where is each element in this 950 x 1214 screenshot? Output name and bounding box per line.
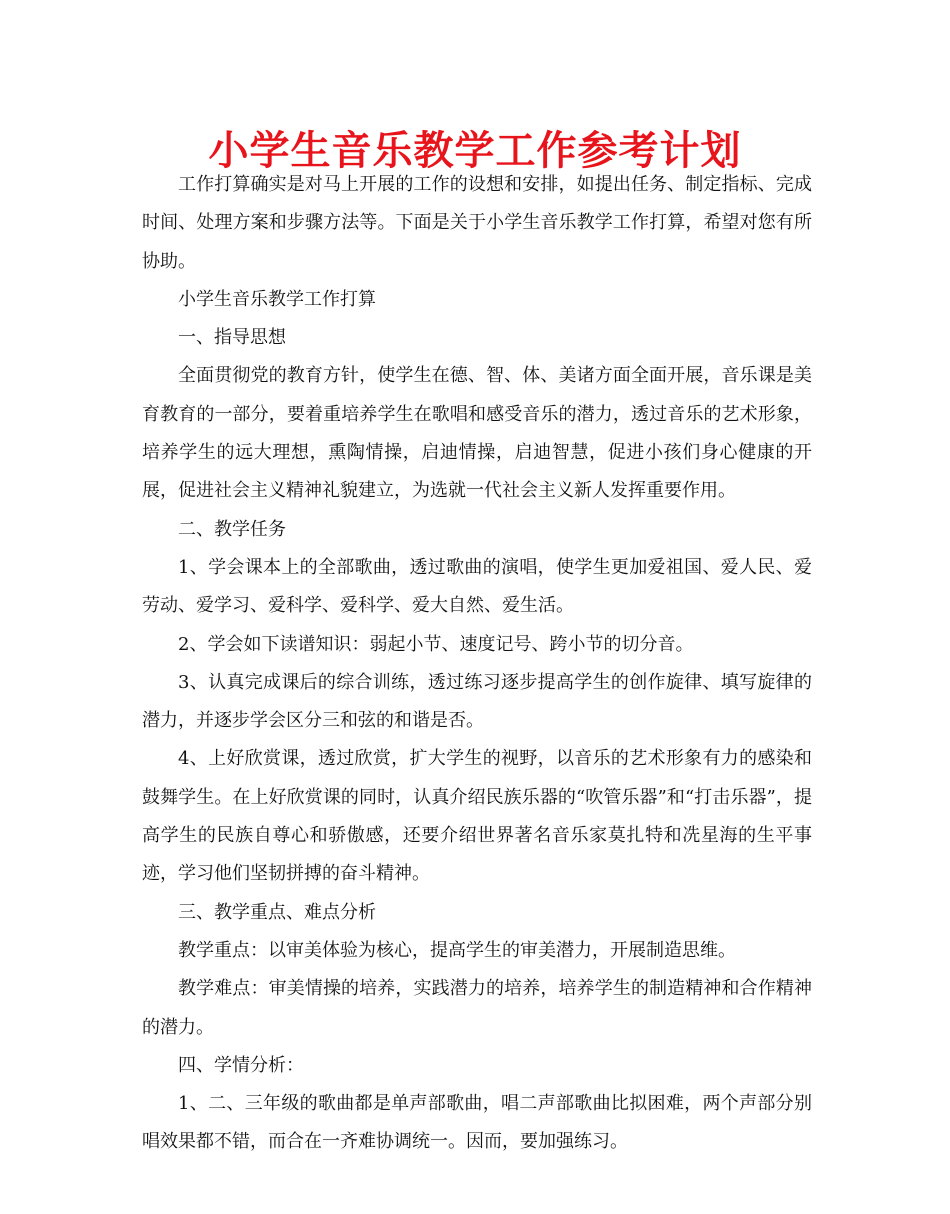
key-point-paragraph: 教学重点：以审美体验为核心，提高学生的审美潜力，开展制造思维。 <box>178 939 736 961</box>
task-item-1: 1、学会课本上的全部歌曲，透过歌曲的演唱，使学生更加爱祖国、爱人民、爱劳动、爱学习、爱科学、爱科学、爱大自然、爱生活。 <box>142 556 812 617</box>
section-heading-teaching-tasks: 二、教学任务 <box>178 518 286 540</box>
guiding-ideas-paragraph: 全面贯彻党的教育方针，使学生在德、智、体、美诸方面全面开展，音乐课是美育教育的一部分，要着重培养学生在歌唱和感受音乐的潜力，透过音乐的艺术形象，培养学生的远大理想，熏陶情操，启迪情操，启迪智慧，促进小孩们身心健康的开展，促进社会主义精神礼貌建立，为选就一代社会主义新人发挥重要作用。 <box>142 365 812 502</box>
section-heading-student-analysis: 四、学情分析： <box>178 1054 304 1076</box>
page-title: 小学生音乐教学工作参考计划 <box>208 127 742 174</box>
task-item-3: 3、认真完成课后的综合训练，透过练习逐步提高学生的创作旋律、填写旋律的潜力，并逐步学会区分三和弦的和谐是否。 <box>142 671 812 732</box>
student-analysis-item-1: 1、二、三年级的歌曲都是单声部歌曲，唱二声部歌曲比拟困难，两个声部分别唱效果都不错，而合在一齐难协调统一。因而，要加强练习。 <box>142 1093 812 1153</box>
document-body <box>142 166 812 1162</box>
difficult-point-paragraph: 教学难点：审美情操的培养，实践潜力的培养，培养学生的制造精神和合作精神的潜力。 <box>142 978 812 1038</box>
task-item-2: 2、学会如下读谱知识：弱起小节、速度记号、跨小节的切分音。 <box>178 633 694 655</box>
task-item-4: 4、上好欣赏课，透过欣赏，扩大学生的视野，以音乐的艺术形象有力的感染和鼓舞学生。在上好欣赏课的同时，认真介绍民族乐器的“吹管乐器”和“打击乐器”，提高学生的民族自尊心和骄傲感，还要介绍世界著名音乐家莫扎特和冼星海的生平事迹，学习他们坚韧拼搏的奋斗精神。 <box>142 748 812 885</box>
section-heading-guiding-ideas: 一、指导思想 <box>178 327 286 349</box>
section-heading-key-points: 三、教学重点、难点分析 <box>178 901 376 923</box>
subtitle-paragraph: 小学生音乐教学工作打算 <box>178 288 376 310</box>
intro-paragraph: 工作打算确实是对马上开展的工作的设想和安排，如提出任务、制定指标、完成时间、处理方案和步骤方法等。下面是关于小学生音乐教学工作打算，希望对您有所协助。 <box>142 174 812 272</box>
